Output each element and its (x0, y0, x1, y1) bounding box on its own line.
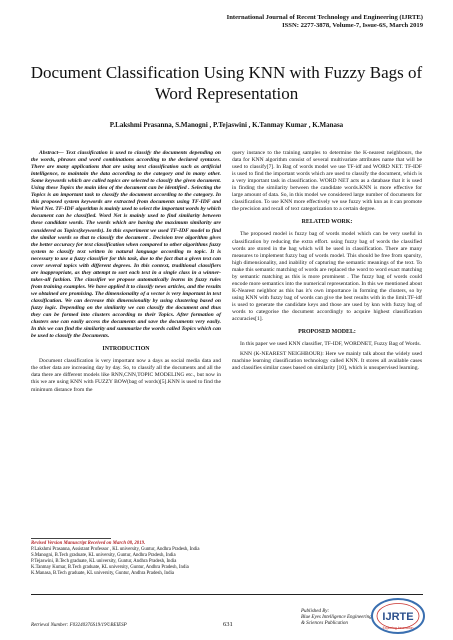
introduction-text: Document classification is very important now a days as social media data and the other data are increasing day by day. So, to classify all the documents and all the data there are different models like RNN,CNN,TOPIC MODELING etc., but now in this we are using KNN with FUZZY BOW(bag of words)[5].KNN is used to find the minimum distance from the (31, 358, 221, 393)
author-note: P.Lakshmi Prasanna, Assistant Professor , KL university, Guntur, Andhra Pradesh, India (31, 547, 200, 553)
author-list: P.Lakshmi Prasanna, S.Manogni , P.Tejaswini , K.Tanmay Kumar , K.Manasa (109, 121, 344, 129)
footnote-divider (31, 538, 111, 539)
journal-issn: ISSN: 2277-3878, Volume-7, Issue-6S, March 2019 (282, 22, 423, 29)
ijrte-logo (370, 597, 426, 635)
retrieval-number: Retrieval Number: F03240376S19/19©BEIESP (31, 623, 127, 628)
author-note: K.Manasa, B.Tech graduate, KL university, Guntur, Andhra Pradesh, India (31, 571, 174, 577)
abstract: Abstract— Text classification is used to classify the documents depending on the words, phrases and word combinations according to the declared syntaxes. There are many applications that are using text classification such as artificial intelligence, to maintain the data according to the category and in many other. Some keywords which are called topics are selected to classify the given document. Using these Topics the main idea of the document can be identified . Selecting the Topics is an important task to classify the document according to the category. In this proposed system keywords are extracted from documents using TF-IDF and Word Net. TF-IDF algorithm is mainly used to select the important words by which document can be classified. Word Net is mainly used to find similarity between these candidate words. The words which are having the maximum similarity are considered as Topics(keywords). In this experiment we used TF-IDF model to find the similar words so that to classify the document . Decision tree algorithm gives the better accuracy for text classification when compared to other algorithms fuzzy system to classify text written in natural language according to topic. It is necessary to use a fuzzy classifier for this task, due to the fact that a given text can cover several topics with different degrees. In this context, traditional classifiers are inappropriate, as they attempt to sort each text in a single class in a winner-takes-all fashion. The classifier we propose automatically learns its fuzzy rules from training examples. We have applied it to classify news articles, and the results we obtained are promising. The dimensionality of a vector is very important in text classification. We can decrease this dimensionality by using clustering based on fuzzy logic. Depending on the similarity we can classify the document and thus they can be formed into clusters according to their Topics. After formation of clusters one can easily access the documents and save the documents very easily. In this we can find the similarity and summarize the words called Topics which can be used to classify the Documents. (31, 150, 221, 340)
journal-name: International Journal of Recent Technology and Engineering (IJRTE) (226, 14, 423, 21)
body-paragraph: In this paper we used KNN classifier, TF-IDF, WORDNET, Fuzzy Bag of Words. (240, 341, 421, 348)
body-paragraph: KNN (K-NEAREST NEIGHBOUR): Here we mainly talk about the widely used machine learning classification technology called KNN. It stores all available cases and classifies similar cases based on similarity [10], which is unsupervised learning. (232, 351, 422, 372)
introduction-heading: INTRODUCTION (102, 346, 150, 353)
author-note: K.Tanmay Kumar, B.Tech graduate, KL university, Guntur, Andhra Pradesh, India (31, 565, 189, 571)
author-note: P.Tejaswini, B.Tech graduate, KL university, Guntur, Andhra Pradesh, India (31, 559, 177, 565)
related-work-heading: RELATED WORK: (301, 219, 353, 226)
publisher-line: & Sciences Publication (301, 621, 348, 627)
body-paragraph: The proposed model is fuzzy bag of words model which can be very useful in classification by reducing the extra effort. using fuzzy bag of words the classified words are stored in the bag which will be used in classification. There are many measures to implement fuzzy bag of words model. This should be free from sparsity, high dimensionality, and inability of capturing the semantic meanings of the text. To make this semantic matching of words are replaced the word to word exact matching by semantic matching as this is more prominent . The fuzzy bag of words could encode more semantics into the numerical representation. In this we mentioned about K-Nearest neighbor as this has it's own importance in forming the clusters, so by using KNN with fuzzy bag of words can give the best results with in the limit.TF-idf is used to generate the candidate keys and those are used by knn with fuzzy bag of words to categorise the document accordingly to acquire highest classification accuracies[1]. (232, 231, 422, 323)
body-paragraph: query instance to the training samples to determine the K-nearest neighbours, the data for KNN algorithm consist of several multivariate attributes name that will be used to classify[7]. In Bag of words model we use TF-idf and WORD NET. TF-IDF is used to find the important words which are used to classify the document, which is a very important task in classification. WORD NET acts as a database that it is used in finding the similarity between the candidate words.KNN is more effective for large amount of data. So, in this model we considered large number of documents for classification. To use KNN more effectively we use fuzzy with knn as it can promote the precision and recall of text categorization to a certain degree. (232, 150, 422, 213)
logo-tagline: Exploring Innovation (382, 626, 414, 630)
paper-title: Document Classification Using KNN with Fuzzy Bags of Word Representation (30, 63, 423, 103)
journal-header (227, 14, 423, 30)
author-note: S.Manogni, B.Tech graduate, KL university, Guntur, Andhra Pradesh, India (31, 553, 176, 559)
logo-text: IJRTE (382, 611, 414, 623)
footer-divider (31, 594, 423, 595)
right-column (232, 150, 422, 375)
left-column (31, 150, 221, 397)
author-notes (31, 538, 221, 578)
proposed-model-heading: PROPOSED MODEL: (298, 329, 356, 336)
publisher-line: Blue Eyes Intelligence Engineering (301, 615, 372, 621)
publisher-info (301, 609, 372, 628)
publisher-line: Published By: (301, 609, 330, 614)
revised-note: Revised Version Manuscript Received on March 08, 2019. (31, 541, 146, 546)
page-number: 631 (223, 621, 233, 628)
